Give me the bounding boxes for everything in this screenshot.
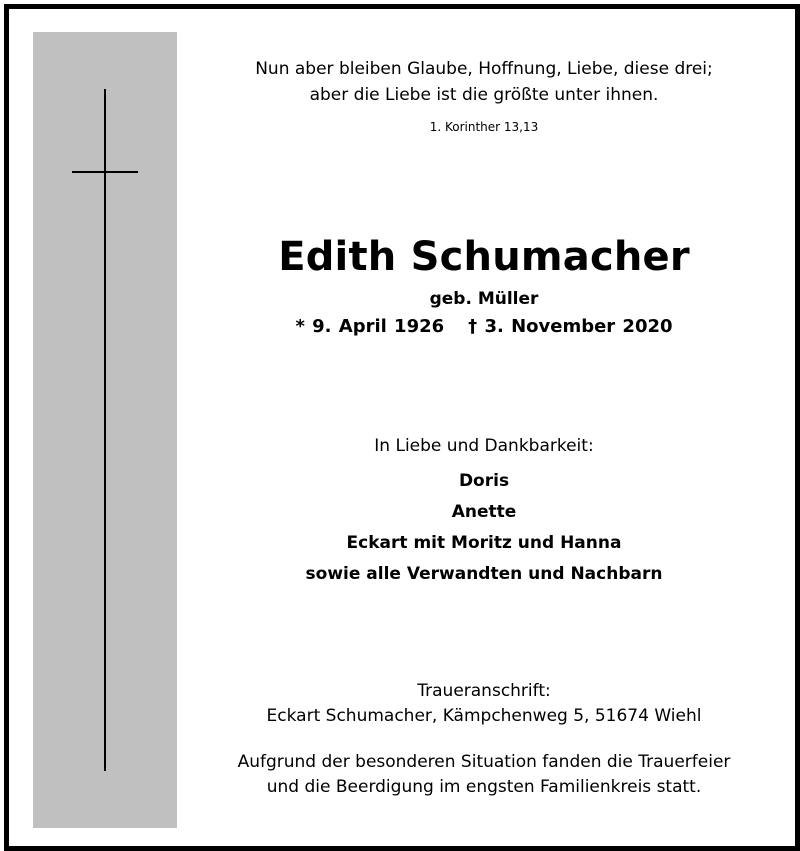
death-date: † 3. November 2020 — [468, 316, 673, 337]
birth-date: * 9. April 1926 — [295, 316, 445, 337]
mourner-name: Anette — [451, 502, 517, 522]
mourner-name: sowie alle Verwandten und Nachbarn — [305, 564, 663, 584]
cross-icon-bar — [72, 171, 138, 173]
address-label: Traueranschrift: — [417, 681, 551, 701]
obituary-frame — [4, 4, 800, 851]
cross-icon — [104, 89, 106, 771]
note-line-1: Aufgrund der besonderen Situation fanden die Trauerfeier — [237, 752, 731, 772]
mourners-intro: In Liebe und Dankbarkeit: — [374, 436, 594, 456]
mourner-name: Eckart mit Moritz und Hanna — [346, 533, 622, 553]
deceased-name: Edith Schumacher — [278, 234, 690, 280]
verse-reference: 1. Korinther 13,13 — [429, 120, 539, 134]
side-panel — [33, 32, 177, 828]
life-dates — [184, 316, 784, 337]
note-line-2: und die Beerdigung im engsten Familienkreis statt. — [266, 777, 702, 797]
mourner-name: Doris — [458, 471, 510, 491]
address-line: Eckart Schumacher, Kämpchenweg 5, 51674 Wiehl — [266, 706, 702, 726]
verse-line-1: Nun aber bleiben Glaube, Hoffnung, Liebe, diese drei; — [255, 59, 713, 79]
verse-line-2: aber die Liebe ist die größte unter ihnen. — [309, 85, 659, 105]
maiden-name: geb. Müller — [429, 289, 539, 309]
